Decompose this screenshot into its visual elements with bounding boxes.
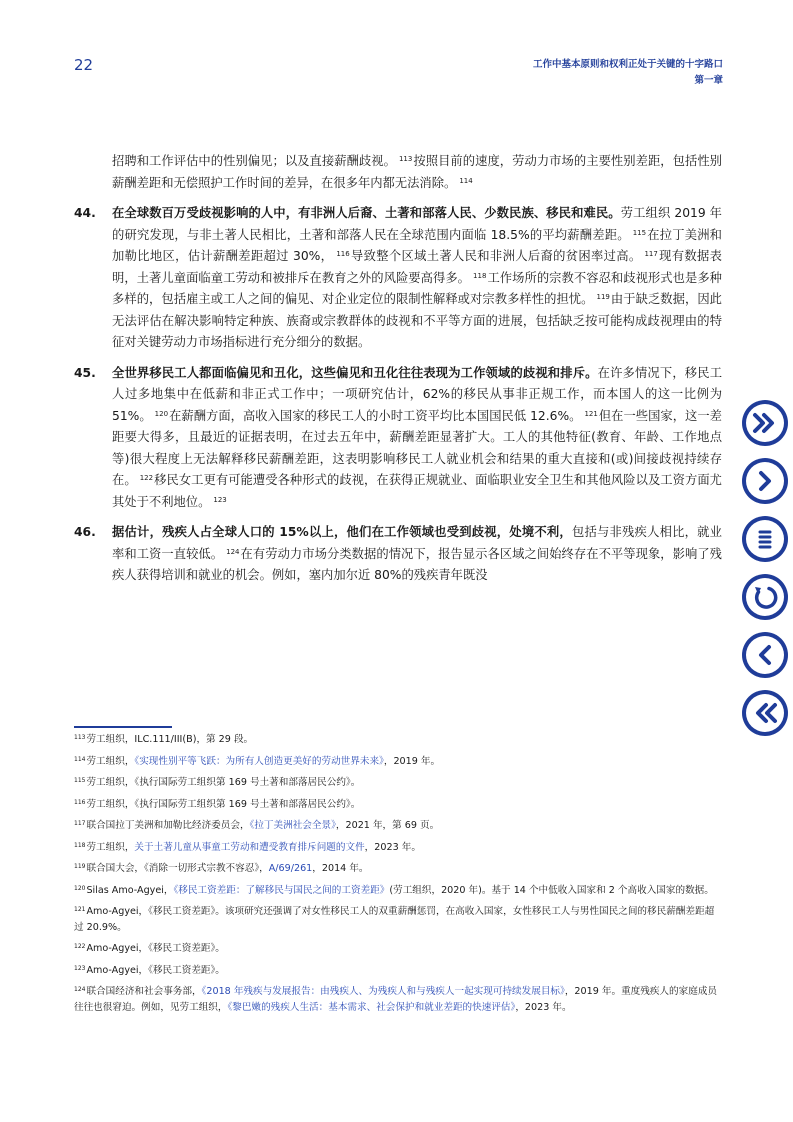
footnote-link[interactable]: 《拉丁美洲社会全景》 bbox=[249, 820, 336, 831]
running-head-chapter: 第一章 bbox=[694, 75, 723, 86]
footnote-link[interactable]: 关于土著儿童从事童工劳动和遭受教育排斥问题的文件 bbox=[134, 841, 365, 853]
previous-page-button[interactable] bbox=[742, 632, 788, 678]
paragraph-lead: 在全球数百万受歧视影响的人中，有非洲人后裔、土著和部落人民、少数民族、移民和难民。 bbox=[112, 206, 621, 220]
paragraph-text: 包括与非残疾人相比，就业率和工资一直较低。 bbox=[112, 525, 722, 561]
footnote-ref[interactable]: 120 bbox=[154, 409, 169, 418]
paragraph-text: 但在一些国家，这一差距要大得多，且最近的证据表明，在过去五年中，薪酬差距显著扩大。工人的其他特征(教育、年龄、工作地点等)很大程度上无法解释移民薪酬差距，这表明影响移民工人就业机会和结果的重大直接和(或)间接歧视持续存在。 bbox=[112, 408, 722, 487]
paragraph-text: 导致整个区域土著人民和非洲人后裔的贫困率过高。 bbox=[350, 249, 642, 263]
footnote-number: 114 bbox=[74, 755, 86, 763]
footnote-text: Silas Amo-Agyei， bbox=[86, 884, 174, 896]
footnote-text: ，2019 年。 bbox=[383, 755, 441, 767]
footnote bbox=[74, 984, 723, 1015]
paragraph-number: 45. bbox=[74, 365, 96, 380]
paragraph-lead: 据估计，残疾人占全球人口的 15%以上，他们在工作领域也受到歧视，处境不利， bbox=[112, 525, 572, 539]
paragraph-text: 现有数据表明，土著儿童面临童工劳动和被排斥在教育之外的风险要高得多。 bbox=[112, 249, 722, 285]
paragraph-text: 在有劳动力市场分类数据的情况下，报告显示各区域之间始终存在不平等现象，影响了残疾人获得培训和就业的机会。例如，塞内加尔近 80%的残疾青年既没 bbox=[112, 546, 722, 582]
footnote-ref[interactable]: 121 bbox=[584, 409, 598, 418]
paragraph-44 bbox=[74, 203, 722, 354]
footnote-number: 120 bbox=[74, 884, 86, 892]
footnote bbox=[74, 941, 723, 957]
first-page-button[interactable] bbox=[742, 400, 788, 446]
footnote-text: Amo-Agyei，《移民工资差距》。 bbox=[86, 943, 225, 954]
footnote-ref[interactable]: 117 bbox=[644, 250, 658, 258]
footnote-ref[interactable]: 114 bbox=[459, 176, 473, 185]
footnote-text: ，2023 年。 bbox=[364, 841, 421, 853]
footnote-number: 122 bbox=[74, 943, 86, 950]
paragraph-number: 46. bbox=[74, 525, 96, 539]
paragraph-text: 按照目前的速度，劳动力市场的主要性别差距，包括性别薪酬差距和无偿照护工作时间的差异，在很多年内都无法消除。 bbox=[112, 154, 722, 190]
footnote-text: (劳工组织，2020 年)。基于 14 个中低收入国家和 2 个高收入国家的数据。 bbox=[389, 884, 714, 896]
back-icon bbox=[746, 578, 784, 616]
footnote-link[interactable]: 《移民工资差距：了解移民与国民之间的工资差距》 bbox=[173, 884, 390, 896]
page-number: 22 bbox=[74, 56, 94, 74]
paragraph-text: 由于缺乏数据，因此无法评估在解决影响特定种族、族裔或宗教群体的歧视和不平等方面的进展，包括缺乏按可能构成歧视理由的特征对关键劳动力市场指标进行充分细分的数据。 bbox=[112, 292, 722, 349]
contents-icon bbox=[746, 520, 784, 558]
footnote bbox=[74, 818, 723, 834]
footnote-separator bbox=[74, 726, 172, 728]
footnote-text: 劳工组织，ILC.111/III(B)，第 29 段。 bbox=[86, 734, 254, 745]
footnote-ref[interactable]: 116 bbox=[336, 250, 350, 258]
paragraph-number: 44. bbox=[74, 206, 96, 220]
footnote-text: 联合国拉丁美洲和加勒比经济委员会， bbox=[86, 820, 250, 831]
footnote-number: 119 bbox=[74, 863, 86, 870]
footnotes bbox=[74, 732, 723, 1021]
footnote-link[interactable]: 《实现性别平等飞跃：为所有人创造更美好的劳动世界未来》 bbox=[134, 755, 384, 767]
footnote-link[interactable]: 《2018 年残疾与发展报告：由残疾人、为残疾人和与残疾人一起实现可持续发展目标》 bbox=[201, 986, 565, 997]
footnote bbox=[74, 732, 723, 748]
paragraph-45 bbox=[74, 363, 722, 514]
footnote bbox=[74, 797, 723, 813]
back-button[interactable] bbox=[742, 574, 788, 620]
footnote-number: 121 bbox=[74, 906, 86, 913]
paragraph-continuation bbox=[74, 151, 722, 194]
footnote-link[interactable]: 《黎巴嫩的残疾人生活：基本需求、社会保护和就业差距的快速评估》 bbox=[227, 1001, 516, 1013]
footnote-number: 115 bbox=[74, 777, 86, 784]
footnote-text: 联合国经济和社会事务部， bbox=[86, 986, 202, 997]
footnote-text: 劳工组织， bbox=[86, 755, 135, 767]
contents-button[interactable] bbox=[742, 516, 788, 562]
footnote-number: 116 bbox=[74, 798, 86, 806]
paragraph-text: 移民女工更有可能遭受各种形式的歧视，在获得正规就业、面临职业安全卫生和其他风险以及工资方面尤其处于不利地位。 bbox=[112, 473, 722, 509]
footnote-text: ，2014 年。 bbox=[312, 863, 369, 874]
footnote-number: 124 bbox=[74, 986, 86, 993]
footnote-ref[interactable]: 119 bbox=[596, 293, 610, 301]
running-head bbox=[533, 57, 723, 89]
footnote bbox=[74, 754, 723, 770]
last-page-button[interactable] bbox=[742, 690, 788, 736]
paragraph-lead: 全世界移民工人都面临偏见和丑化，这些偏见和丑化往往表现为工作领域的歧视和排斥。 bbox=[112, 365, 598, 380]
footnote-text: ，2023 年。 bbox=[515, 1001, 572, 1013]
footnote-ref[interactable]: 122 bbox=[139, 474, 154, 482]
paragraph-46 bbox=[74, 522, 722, 587]
footnote-number: 118 bbox=[74, 841, 86, 849]
footnote-text: 劳工组织，《执行国际劳工组织第 169 号土著和部落居民公约》。 bbox=[86, 777, 361, 788]
footnote-ref[interactable]: 113 bbox=[398, 155, 413, 163]
footnote-text: ，2019 年。重度残疾人的家庭成员往往也很窘迫。例如，见劳工组织， bbox=[74, 986, 718, 1013]
paragraph-text: 招聘和工作评估中的性别偏见；以及直接薪酬歧视。 bbox=[112, 154, 396, 168]
footnote-number: 117 bbox=[74, 820, 86, 827]
paragraph-text: 工作场所的宗教不容忍和歧视形式也是多种多样的，包括雇主或工人之间的偏见、对企业定位的限制性解释或对宗教多样性的担忧。 bbox=[112, 270, 722, 306]
footnote-text: ，2021 年，第 69 页。 bbox=[335, 820, 440, 831]
running-head-title: 工作中基本原则和权利正处于关键的十字路口 bbox=[532, 59, 723, 70]
footnote-ref[interactable]: 123 bbox=[213, 495, 227, 504]
footnote-number: 113 bbox=[74, 734, 86, 741]
footnote-ref[interactable]: 115 bbox=[632, 228, 647, 237]
footnote bbox=[74, 840, 723, 856]
footnote-text: 劳工组织， bbox=[86, 841, 135, 853]
footnote bbox=[74, 904, 723, 935]
first-page-icon bbox=[746, 404, 784, 442]
paragraph-text: 在许多情况下，移民工人过多地集中在低薪和非正式工作中；一项研究估计，62%的移民从事非正规工作，而本国人的这一比例为 51%。 bbox=[112, 365, 722, 423]
previous-page-icon bbox=[746, 636, 784, 674]
paragraph-text: 劳工组织 2019 年的研究发现，与非土著人民相比，土著和部落人民在全球范围内面临 18.5%的平均薪酬差距。 bbox=[112, 206, 722, 242]
body-text bbox=[74, 151, 722, 596]
footnote bbox=[74, 775, 723, 791]
next-page-icon bbox=[746, 462, 784, 500]
paragraph-text: 在拉丁美洲和加勒比地区，估计薪酬差距超过 30%， bbox=[112, 227, 722, 263]
footnote-number: 123 bbox=[74, 964, 86, 972]
footnote-ref[interactable]: 118 bbox=[473, 271, 487, 280]
footnote bbox=[74, 883, 723, 899]
footnote-text: Amo-Agyei，《移民工资差距》。该项研究还强调了对女性移民工人的双重薪酬惩罚，在高收入国家，女性移民工人与男性国民之间的移民薪酬差距超过 20.9%。 bbox=[74, 906, 715, 933]
footnote-text: 劳工组织，《执行国际劳工组织第 169 号土著和部落居民公约》。 bbox=[86, 798, 361, 810]
footnote-ref[interactable]: 124 bbox=[226, 547, 240, 556]
paragraph-text: 在薪酬方面，高收入国家的移民工人的小时工资平均比本国国民低 12.6%。 bbox=[169, 408, 582, 423]
last-page-icon bbox=[746, 694, 784, 732]
footnote-link[interactable]: A/69/261 bbox=[268, 863, 313, 874]
footnote-text: Amo-Agyei，《移民工资差距》。 bbox=[86, 964, 225, 976]
footnote bbox=[74, 963, 723, 979]
footnote bbox=[74, 861, 723, 877]
next-page-button[interactable] bbox=[742, 458, 788, 504]
footnote-text: 联合国大会，《消除一切形式宗教不容忍》， bbox=[86, 863, 269, 874]
